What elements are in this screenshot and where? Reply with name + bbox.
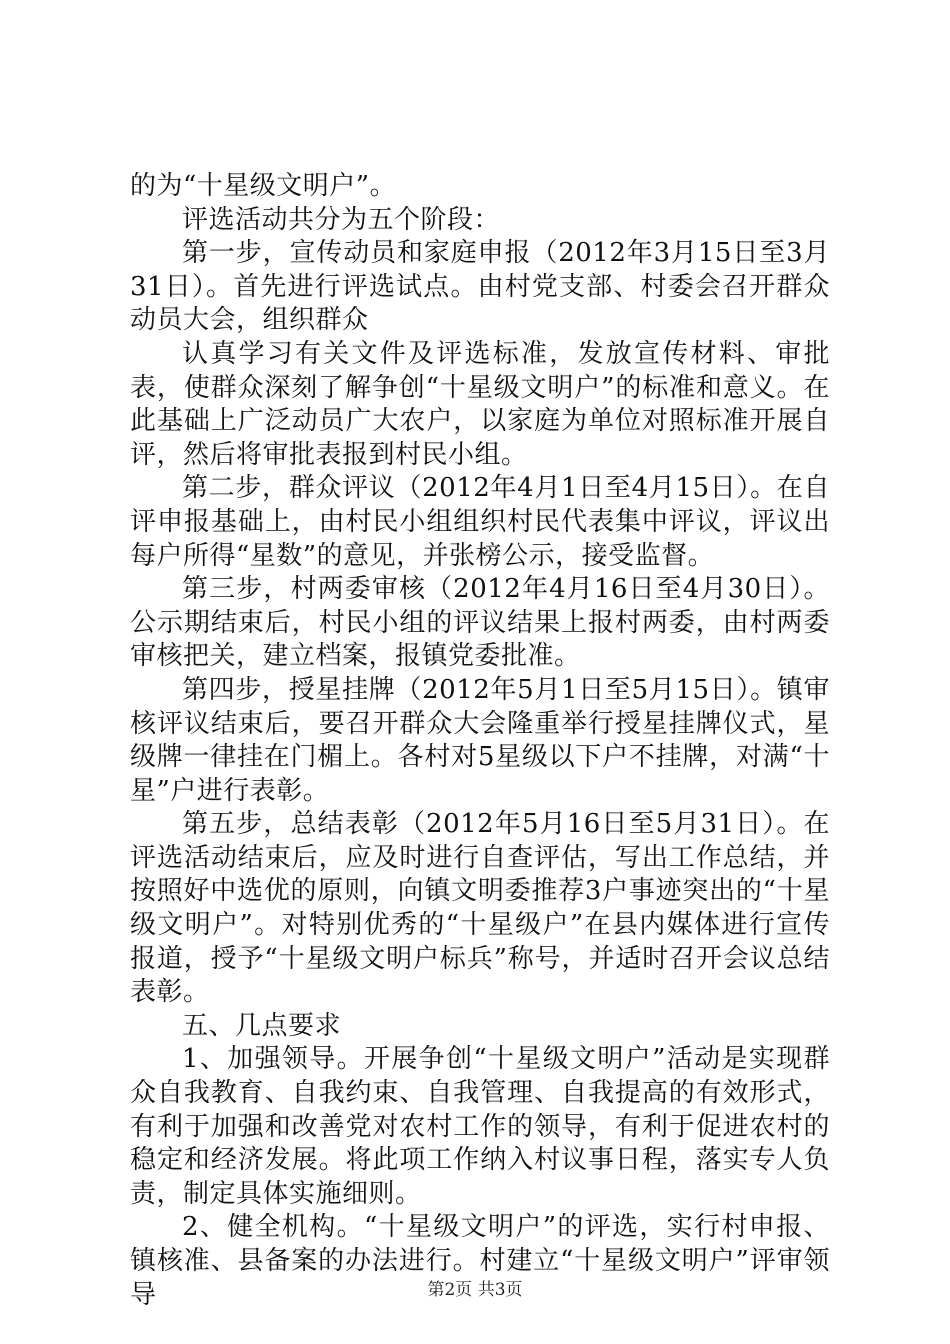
document-body [130, 170, 830, 1312]
paragraph: 第二步，群众评议（2012年4月1日至4月15日）。在自评申报基础上，由村民小组组织村民代表集中评议，评议出每户所得“星数”的意见，并张榜公示，接受监督。 [130, 473, 830, 571]
page-footer: 第2页 共3页 [427, 1280, 523, 1300]
paragraph: 第五步，总结表彰（2012年5月16日至5月31日）。在评选活动结束后，应及时进行自查评估，写出工作总结，并按照好中选优的原则，向镇文明委推荐3户事迹突出的“十星级文明户”。对特别优秀的“十星级户”在县内媒体进行宣传报道，授予“十星级文明户标兵”称号，并适时召开会议总结表彰。 [130, 809, 830, 1008]
paragraph: 第三步，村两委审核（2012年4月16日至4月30日）。公示期结束后，村民小组的评议结果上报村两委，由村两委审核把关，建立档案，报镇党委批准。 [130, 574, 830, 672]
paragraph: 的为“十星级文明户”。 [130, 171, 397, 201]
paragraph: 评选活动共分为五个阶段： [182, 204, 501, 235]
paragraph: 认真学习有关文件及评选标准，发放宣传材料、审批表，使群众深刻了解争创“十星级文明户”的标准和意义。在此基础上广泛动员广大农户，以家庭为单位对照标准开展自评，然后将审批表报到村民小组。 [130, 338, 830, 470]
paragraph: 第四步，授星挂牌（2012年5月1日至5月15日）。镇审核评议结束后，要召开群众大会隆重举行授星挂牌仪式，星级牌一律挂在门楣上。各村对5星级以下户不挂牌，对满“十星”户进行表彰。 [130, 674, 830, 806]
paragraph: 五、几点要求 [182, 1010, 342, 1041]
paragraph: 2、健全机构。“十星级文明户”的评选，实行村申报、镇核准、县备案的办法进行。村建立“十星级文明户”评审领导 [130, 1212, 830, 1310]
paragraph: 第一步，宣传动员和家庭申报（2012年3月15日至3月31日）。首先进行评选试点。由村党支部、村委会召开群众动员大会，组织群众 [130, 238, 830, 336]
paragraph: 1、加强领导。开展争创“十星级文明户”活动是实现群众自我教育、自我约束、自我管理、自我提高的有效形式，有利于加强和改善党对农村工作的领导，有利于促进农村的稳定和经济发展。将此项工作纳入村议事日程，落实专人负责，制定具体实施细则。 [130, 1044, 830, 1209]
